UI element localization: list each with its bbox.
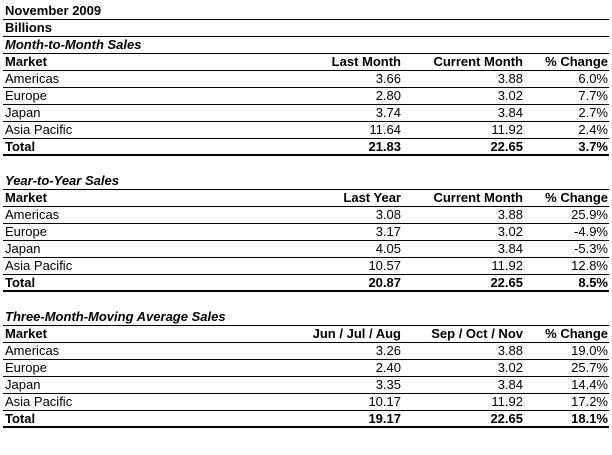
total-label: Total	[5, 275, 36, 290]
report-units: Billions	[5, 20, 52, 35]
table-row	[3, 88, 609, 105]
header-change: % Change	[545, 326, 608, 341]
header-col-a: Last Month	[331, 54, 401, 69]
cell-col-a: 10.57	[368, 258, 401, 273]
cell-col-b: 11.92	[491, 122, 523, 137]
section-month-to-month	[3, 37, 609, 156]
cell-col-b: 3.84	[497, 377, 523, 392]
section-three-month-average	[3, 309, 609, 428]
cell-change: 12.8%	[571, 258, 608, 273]
cell-change: 25.7%	[571, 360, 608, 375]
total-label: Total	[5, 139, 36, 154]
section-title-row	[3, 309, 609, 326]
cell-market: Americas	[5, 207, 60, 222]
table-row	[3, 377, 609, 394]
table-row	[3, 224, 609, 241]
table-header-row	[3, 190, 609, 207]
cell-market: Asia Pacific	[5, 122, 73, 137]
header-col-b: Sep / Oct / Nov	[431, 326, 523, 341]
cell-col-a: 10.17	[368, 394, 401, 409]
table-row	[3, 343, 609, 360]
total-col-a: 21.83	[368, 139, 401, 154]
cell-col-b: 3.02	[497, 88, 523, 103]
cell-market: Americas	[5, 343, 60, 358]
cell-market: Americas	[5, 71, 60, 86]
cell-col-b: 3.84	[497, 241, 523, 256]
header-change: % Change	[545, 190, 608, 205]
cell-col-b: 3.02	[497, 360, 523, 375]
total-col-a: 19.17	[368, 411, 401, 426]
cell-col-a: 3.74	[375, 105, 401, 120]
table-row	[3, 360, 609, 377]
cell-col-a: 3.26	[375, 343, 401, 358]
cell-change: -4.9%	[574, 224, 608, 239]
table-row	[3, 105, 609, 122]
cell-col-b: 3.84	[497, 105, 523, 120]
cell-market: Europe	[5, 88, 47, 103]
cell-change: 2.7%	[578, 105, 608, 120]
total-row	[3, 411, 609, 428]
total-row	[3, 139, 609, 156]
table-row	[3, 394, 609, 411]
cell-col-a: 3.17	[375, 224, 401, 239]
table-row	[3, 258, 609, 275]
cell-col-b: 3.88	[497, 343, 523, 358]
total-col-b: 22.65	[490, 411, 523, 426]
cell-market: Japan	[5, 105, 41, 120]
cell-col-b: 3.88	[497, 207, 523, 222]
cell-col-b: 3.02	[497, 224, 523, 239]
header-col-a: Jun / Jul / Aug	[312, 326, 401, 341]
header-col-b: Current Month	[433, 54, 523, 69]
report-title-row	[3, 3, 609, 20]
section-title-row	[3, 173, 609, 190]
total-col-b: 22.65	[490, 139, 523, 154]
section-title: Year-to-Year Sales	[5, 173, 119, 188]
cell-market: Asia Pacific	[5, 394, 73, 409]
table-row	[3, 71, 609, 88]
sales-report	[3, 0, 609, 428]
total-row	[3, 275, 609, 292]
total-col-b: 22.65	[490, 275, 523, 290]
table-header-row	[3, 326, 609, 343]
header-market: Market	[5, 54, 47, 69]
cell-col-a: 2.80	[375, 88, 401, 103]
cell-col-a: 4.05	[375, 241, 401, 256]
cell-change: 14.4%	[571, 377, 608, 392]
cell-col-b: 11.92	[491, 394, 523, 409]
header-col-b: Current Month	[433, 190, 523, 205]
cell-market: Japan	[5, 241, 41, 256]
total-change: 8.5%	[578, 275, 608, 290]
cell-col-b: 11.92	[491, 258, 523, 273]
cell-market: Europe	[5, 224, 47, 239]
header-change: % Change	[545, 54, 608, 69]
cell-col-a: 11.64	[369, 122, 401, 137]
cell-col-a: 2.40	[375, 360, 401, 375]
cell-change: 25.9%	[571, 207, 608, 222]
cell-market: Asia Pacific	[5, 258, 73, 273]
table-row	[3, 241, 609, 258]
table-header-row	[3, 54, 609, 71]
header-col-a: Last Year	[343, 190, 401, 205]
cell-col-a: 3.35	[375, 377, 401, 392]
total-change: 18.1%	[571, 411, 608, 426]
report-title: November 2009	[5, 3, 102, 18]
report-units-row	[3, 20, 609, 37]
total-label: Total	[5, 411, 36, 426]
section-title: Month-to-Month Sales	[5, 37, 142, 52]
cell-change: 19.0%	[571, 343, 608, 358]
table-row	[3, 207, 609, 224]
header-market: Market	[5, 190, 47, 205]
header-market: Market	[5, 326, 47, 341]
section-spacer	[3, 156, 609, 173]
cell-col-b: 3.88	[497, 71, 523, 86]
cell-market: Europe	[5, 360, 47, 375]
section-spacer	[3, 292, 609, 309]
cell-change: 2.4%	[578, 122, 608, 137]
cell-change: 17.2%	[571, 394, 608, 409]
cell-market: Japan	[5, 377, 41, 392]
cell-change: 7.7%	[578, 88, 608, 103]
total-col-a: 20.87	[368, 275, 401, 290]
cell-col-a: 3.08	[375, 207, 401, 222]
cell-change: -5.3%	[574, 241, 608, 256]
section-title-row	[3, 37, 609, 54]
section-year-to-year	[3, 173, 609, 292]
cell-col-a: 3.66	[375, 71, 401, 86]
section-title: Three-Month-Moving Average Sales	[5, 309, 226, 324]
cell-change: 6.0%	[578, 71, 608, 86]
total-change: 3.7%	[578, 139, 608, 154]
table-row	[3, 122, 609, 139]
